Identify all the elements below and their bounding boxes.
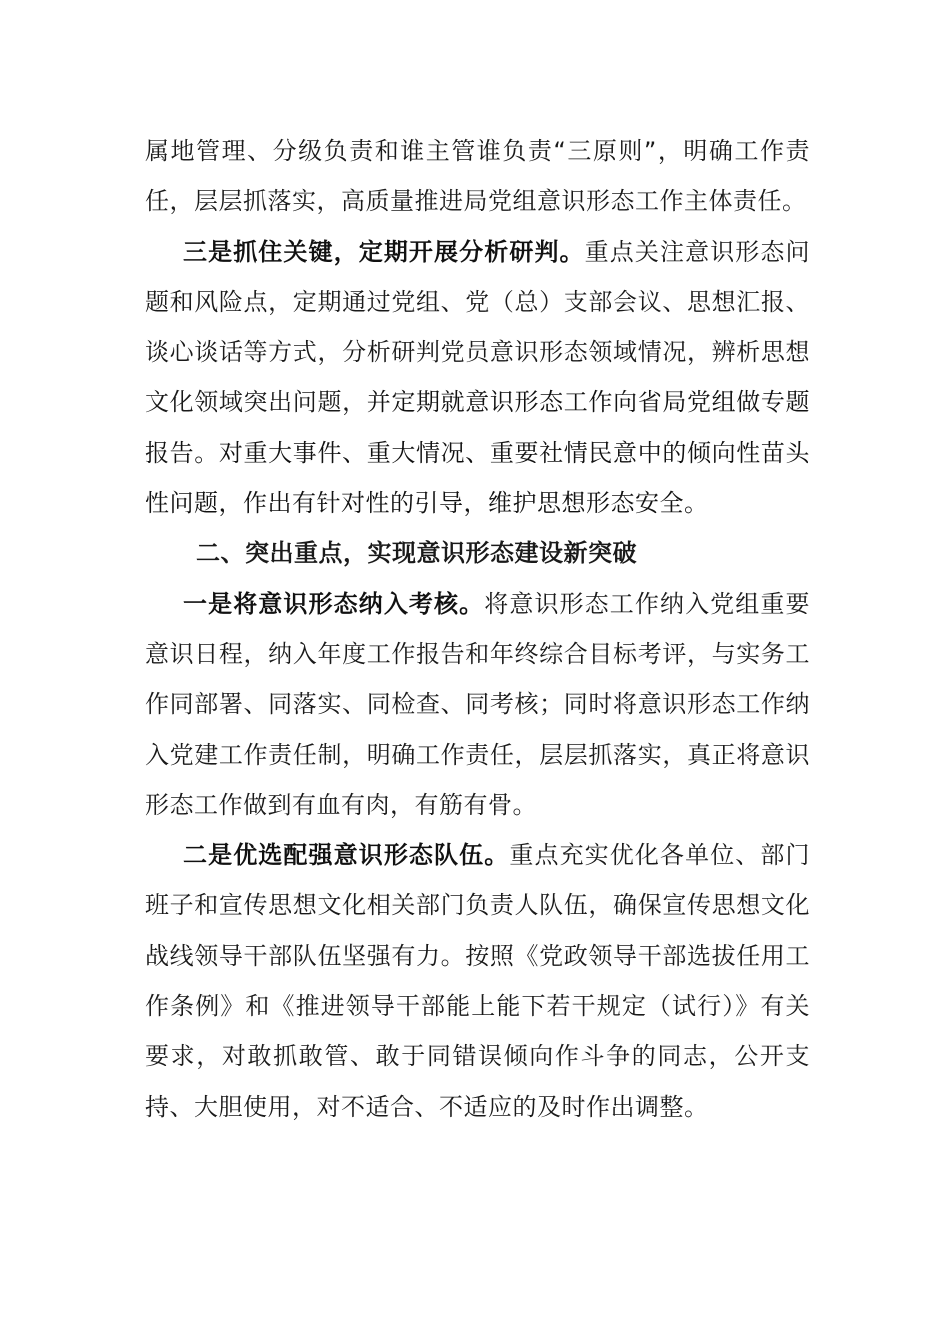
paragraph-assessment bbox=[145, 579, 810, 830]
paragraph-lead: 一是将意识形态纳入考核。 bbox=[183, 589, 485, 618]
paragraph-lead: 三是抓住关键，定期开展分析研判。 bbox=[183, 237, 585, 266]
paragraph-analysis bbox=[145, 227, 810, 529]
section-heading: 二、突出重点，实现意识形态建设新突破 bbox=[196, 539, 637, 568]
paragraph-text: 重点充实优化各单位、部门班子和宣传思想文化相关部门负责人队伍，确保宣传思想文化战线领导干部队伍坚强有力。按照《党政领导干部选拔任用工作条例》和《推进领导干部能上能下若干规定（试行）》有关要求，对敢抓敢管、敢于同错误倾向作斗争的同志，公开支持、大胆使用，对不适合、不适应的及时作出调整。 bbox=[145, 841, 811, 1121]
paragraph-text: 将意识形态工作纳入党组重要意识日程，纳入年度工作报告和年终综合目标考评，与实务工作同部署、同落实、同检查、同考核；同时将意识形态工作纳入党建工作责任制，明确工作责任，层层抓落实，真正将意识形态工作做到有血有肉，有筋有骨。 bbox=[145, 589, 810, 819]
paragraph-lead: 二是优选配强意识形态队伍。 bbox=[183, 841, 510, 870]
paragraph-text-emphasis: 并定期就意识形态工作向省局党组做专题报告。对重大事件、重大情况、重要社情民意中的倾向性苗头性问题，作出有针对性的引导，维护思想形态安全。 bbox=[145, 388, 811, 518]
paragraph-team bbox=[145, 830, 810, 1132]
document-body bbox=[145, 126, 810, 1132]
paragraph-text: 重点关注意识形态问题和风险点，定期通过党组、党（总）支部会议、思想汇报、谈心谈话等方式，分析研判党员意识形态领域情况，辨析思想文化领域突出问题， bbox=[145, 237, 811, 417]
paragraph-text: 属地管理、分级负责和谁主管谁负责“三原则”，明确工作责任，层层抓落实，高质量推进局党组意识形态工作主体责任。 bbox=[145, 137, 810, 216]
paragraph-responsibility bbox=[145, 126, 810, 227]
